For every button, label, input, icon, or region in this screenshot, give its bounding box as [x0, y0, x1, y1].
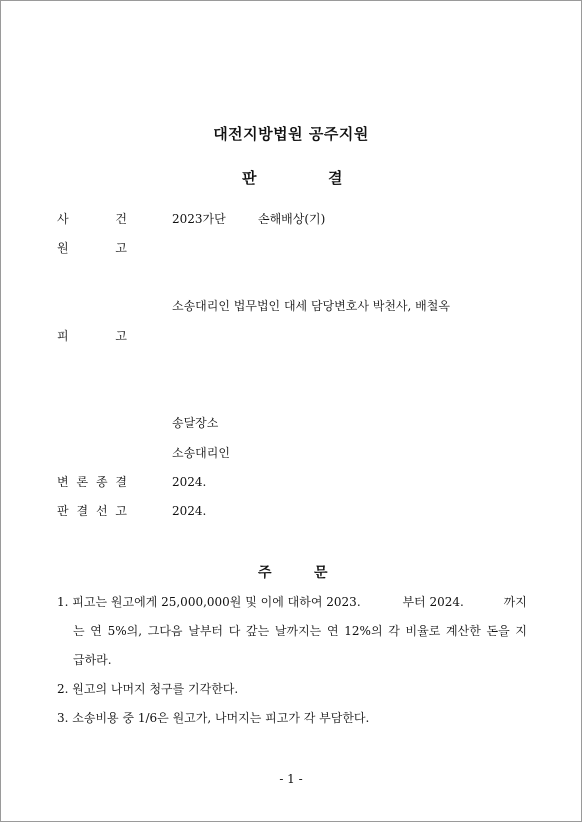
defendant-row: [1, 326, 581, 346]
plaintiff-label: 원 고: [57, 241, 127, 255]
closing-date: 2024.: [172, 475, 207, 489]
title-char-pan: 판: [242, 169, 257, 187]
plaintiff-row: [1, 238, 581, 258]
defendant-attorney-row: [1, 443, 581, 463]
service-place: 송달장소: [172, 416, 219, 430]
judgment-date-row: [1, 501, 581, 521]
order-item-1-line-1: 1. 피고는 원고에게 25,000,000원 및 이에 대하여 2023. 부터 2024. 까지: [57, 595, 527, 609]
closing-label: 변 론 종 결: [57, 475, 127, 489]
closing-row: [1, 472, 581, 492]
court-name: 대전지방법원 공주지원: [213, 125, 369, 143]
plaintiff-attorney-row: [1, 296, 581, 316]
case-label: 사 건: [57, 212, 127, 226]
case-name: 손해배상(기): [258, 212, 326, 226]
judgment-date-label: 판 결 선 고: [57, 504, 127, 518]
case-number: 2023가단: [172, 212, 226, 226]
defendant-label: 피 고: [57, 329, 127, 343]
document-title: [1, 167, 581, 187]
case-row: [1, 209, 581, 229]
page-number: - 1 -: [279, 772, 303, 786]
order-item-3: 3. 소송비용 중 1/6은 원고가, 나머지는 피고가 각 부담한다.: [57, 711, 370, 725]
order-item-1-line-3: 급하라.: [73, 653, 112, 667]
judgment-date: 2024.: [172, 504, 207, 518]
order-heading-mun: 문: [314, 565, 328, 581]
order-item-1-line-2: 는 연 5%의, 그다음 날부터 다 갚는 날까지는 연 12%의 각 비율로 계산한 돈을 지: [73, 624, 527, 638]
service-place-row: [1, 413, 581, 433]
plaintiff-attorney: 소송대리인 법무법인 대세 담당변호사 박천사, 배철옥: [172, 299, 450, 313]
defendant-attorney: 소송대리인: [172, 446, 230, 460]
order-item-2: 2. 원고의 나머지 청구를 기각한다.: [57, 682, 239, 696]
order-heading-ju: 주: [258, 565, 272, 581]
order-heading: [1, 562, 581, 582]
title-char-gyeol: 결: [328, 169, 343, 187]
